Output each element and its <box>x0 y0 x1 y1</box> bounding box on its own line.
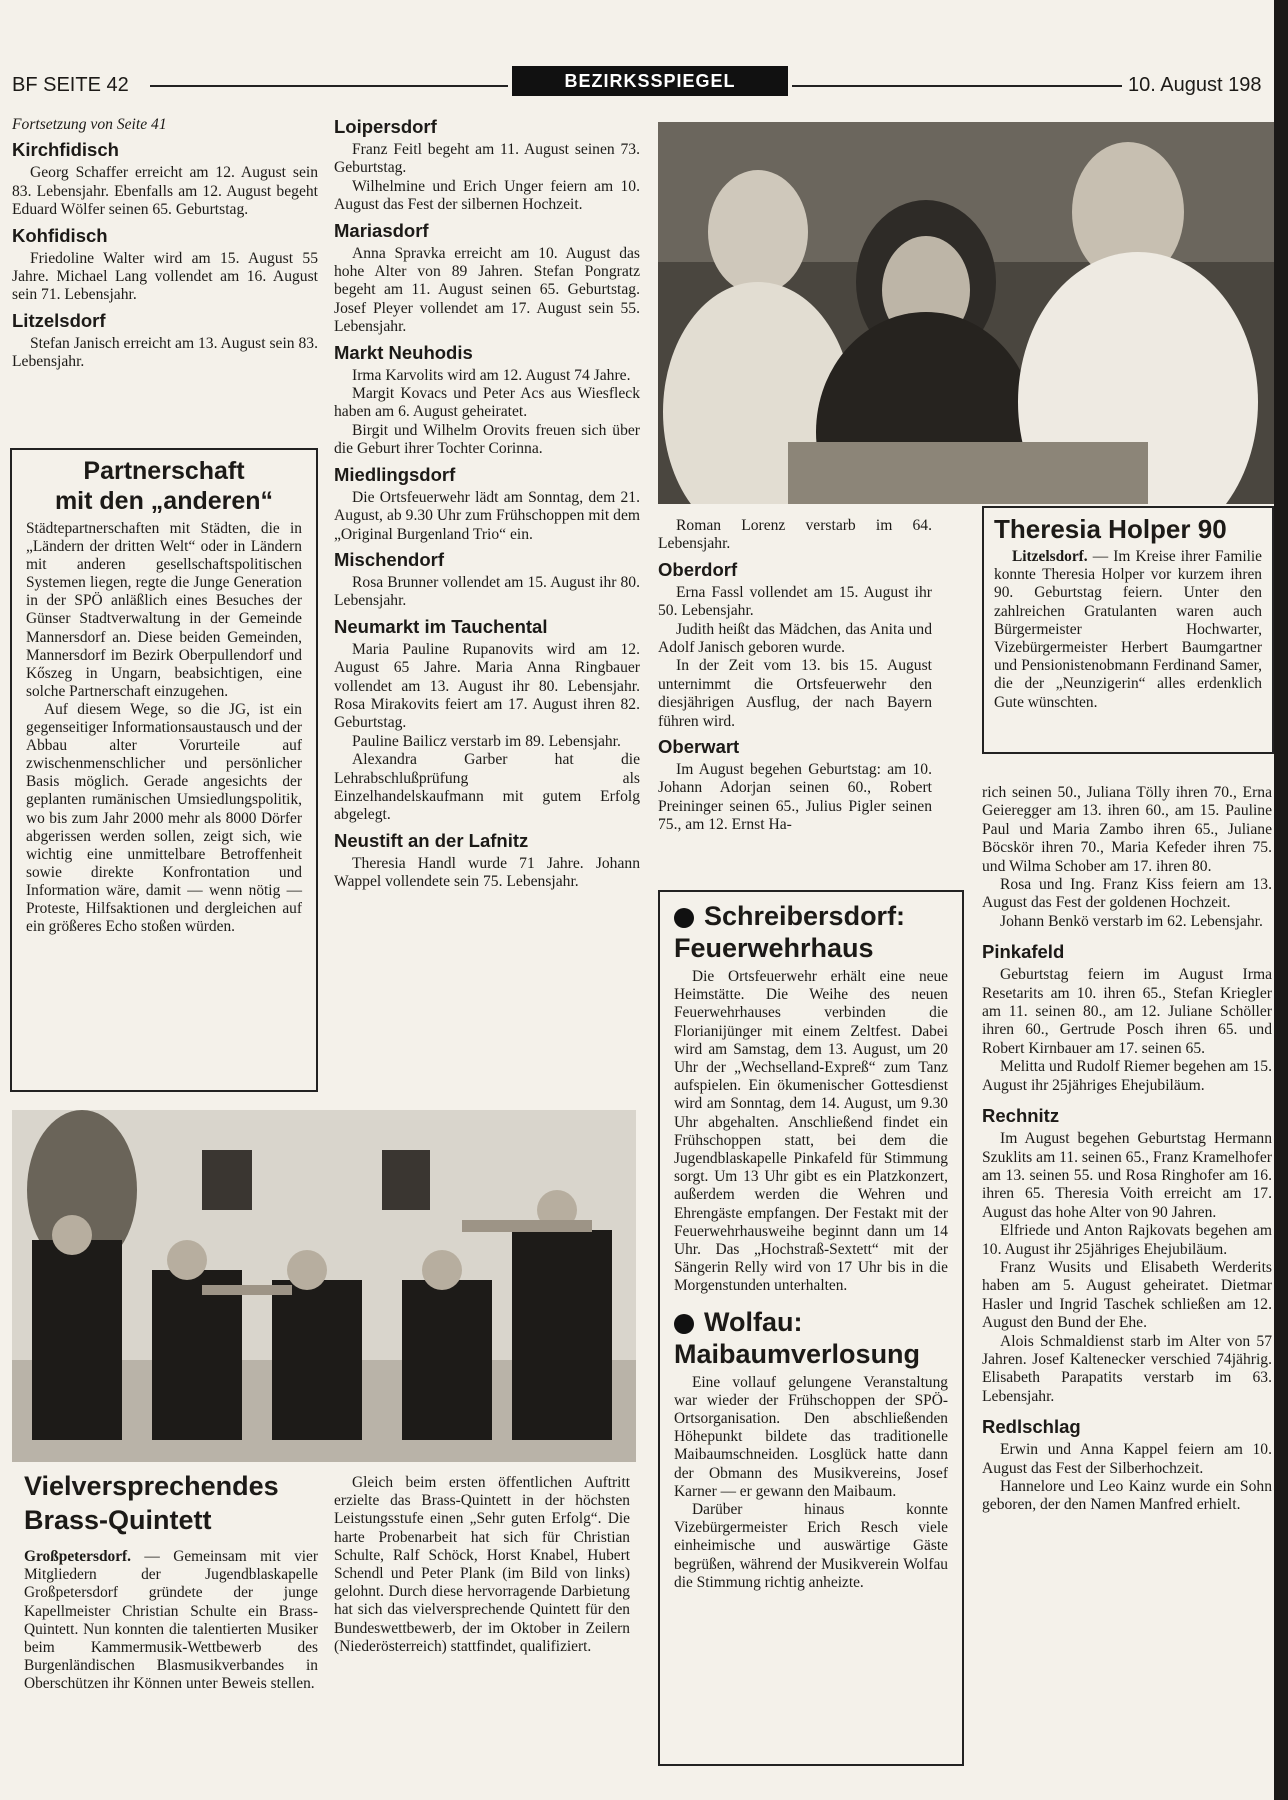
header-rule-left <box>150 85 508 87</box>
place-heading: Pinkafeld <box>982 941 1065 963</box>
place-heading: Markt Neuhodis <box>334 341 473 363</box>
brass-quintet-photo <box>12 1110 636 1462</box>
article-text: Friedoline Walter wird am 15. August 55 Jahre. Michael Lang vollendet am 16. August sein 71. Lebensjahr. <box>12 249 318 304</box>
article-text: rich seinen 50., Juliana Tölly ihren 70., Erna Geieregger am 13. ihren 60., am 15. Pauline Paul und Maria Zambo ihren 65., Juliane Böcskör ihren 70., Maria Kefeder ihren 75. und Wilma Schober am 17. ihren 80. <box>982 784 1272 875</box>
schreibersdorf-wolfau-box <box>658 890 964 1766</box>
box-title-line: Schreibersdorf: <box>704 901 906 931</box>
article-text: Birgit und Wilhelm Orovits freuen sich über die Geburt ihrer Tochter Corinna. <box>334 421 640 458</box>
section-title: BEZIRKSSPIEGEL <box>512 66 788 96</box>
article-body: — Gemeinsam mit vier Mitgliedern der Jugendblaskapelle Großpetersdorf gründete der junge Kapellmeister Christian Schulte ein Brass-Quintett. Nun konnten die talentierten Musiker beim Kammermusik-Wettbewerb des Burgenländischen Blasmusikverbandes in Oberschützen ihr Können unter Beweis stellen. <box>24 1548 318 1693</box>
box-title: Feuerwehrhaus <box>674 933 874 963</box>
article-lead: Großpetersdorf. <box>24 1548 132 1565</box>
brass-text-2 <box>334 1474 630 1656</box>
article-text: Elfriede und Anton Rajkovats begehen am 10. August ihr 25jähriges Ehejubiläum. <box>982 1222 1272 1258</box>
article-text: Stefan Janisch erreicht am 13. August sein 83. Lebensjahr. <box>12 334 318 371</box>
article-text: Erna Fassl vollendet am 15. August ihr 50. Lebensjahr. <box>658 583 932 620</box>
place-heading: Miedlingsdorf <box>334 463 456 485</box>
place-heading: Kirchfidisch <box>12 139 119 161</box>
brass-photo-illustration <box>12 1110 636 1462</box>
article-text: Darüber hinaus konnte Vizebürgermeister Erich Resch viele einheimische und auswärtige Gäste begrüßen, während der Musikverein Wolfau die Stimmung richtig anheizte. <box>674 1501 948 1591</box>
place-heading: Redlschlag <box>982 1416 1081 1438</box>
article-text: Anna Spravka erreicht am 10. August das hohe Alter von 89 Jahren. Stefan Pongratz begeht am 11. August seinen 65. Geburtstag. Josef Pleyer vollendet am 17. August sein 55. Lebensjahr. <box>334 244 640 336</box>
article-text: Städtepartnerschaften mit Städten, die in „Ländern der dritten Welt“ oder in Ländern mit anderen gesellschaftspolitischen Systemen liegen, regte die Junge Generation in der SPÖ anläßlich eines Besuches der Günser Stadtverwaltung in der Gemeinde Mannersdorf an. Diese beiden Gemeinden, Mannersdorf im Bezirk Oberpullendorf und Kőszeg in Ungarn, beabsichtigen, eine solche Partnerschaft einzugehen. <box>26 520 302 700</box>
family-photo-illustration <box>658 122 1274 504</box>
place-heading: Oberdorf <box>658 558 738 580</box>
place-heading: Neustift an der Lafnitz <box>334 829 529 851</box>
article-text: Pauline Bailicz verstarb im 89. Lebensjahr. <box>352 732 621 750</box>
page-number: BF SEITE 42 <box>12 74 129 96</box>
article-text: Eine vollauf gelungene Veranstaltung war wieder der Frühschoppen der SPÖ-Ortsorganisation. Den abschließenden Höhepunkt bildete das traditionelle Maibaumschneiden. Losglück hatte dann der Obmann des Musikvereins, Josef Karner — er gewann den Maibaum. <box>674 1373 948 1500</box>
article-text: Melitta und Rudolf Riemer begehen am 15. August ihr 25jähriges Ehejubiläum. <box>982 1058 1272 1094</box>
article-text: Margit Kovacs und Peter Acs aus Wiesfleck haben am 6. August geheiratet. <box>334 385 640 421</box>
bullet-icon <box>674 1314 694 1334</box>
column-4 <box>982 784 1272 1515</box>
article-text: Geburtstag feiern im August Irma Resetarits am 10. ihren 65., Stefan Kriegler am 11. seinen 80., am 12. Juliane Schöller ihren 60., Gertrude Posch ihren 65. und Robert Kirnbauer am 17. seinen 65. <box>982 966 1272 1057</box>
column-2 <box>334 116 640 892</box>
article-text: Irma Karvolits wird am 12. August 74 Jahre. <box>352 366 631 384</box>
article-text: Alexandra Garber hat die Lehrabschlußprüfung als Einzelhandelskaufmann mit gutem Erfolg abgelegt. <box>334 751 640 824</box>
article-headline: Brass-Quintett <box>24 1505 212 1535</box>
article-text: Im August begehen Geburtstag: am 10. Johann Adorjan seinen 60., Robert Preininger seinen 65., Julius Pigler seinen 75., am 12. Ernst Ha- <box>658 761 932 834</box>
article-text: Alois Schmaldienst starb im Alter von 57 Jahren. Josef Kaltenecker verschied 74jährig. Elisabeth Parapatits verstarb im 63. Lebensjahr. <box>982 1332 1272 1405</box>
article-text: Theresia Handl wurde 71 Jahre. Johann Wappel vollendete sein 75. Lebensjahr. <box>334 854 640 891</box>
article-text: Im August begehen Geburtstag Hermann Szuklits am 11. seinen 65., Franz Kramelhofer am 13. seinen 55. und Rosa Ringhofer am 16. ihren 65. Theresia Voith erreicht am 17. August das hohe Alter von 90 Jahren. <box>982 1130 1272 1221</box>
holper-box <box>982 506 1274 754</box>
article-body: — Im Kreise ihrer Familie konnte Theresia Holper vor kurzem ihren 90. Geburtstag feiern. Unter den zahlreichen Gratulanten waren auch Bürgermeister Hochwarter, Vizebürgermeister Herbert Baumgartner und Pensionistenobmann Ferdinand Samer, die der „Neunzigerin“ alles erdenklich Gute wünschten. <box>994 548 1262 711</box>
article-text: Die Ortsfeuerwehr erhält eine neue Heimstätte. Die Weihe des neuen Feuerwehrhauses verbinden die Florianijünger mit einem Zeltfest. Dabei wird am Samstag, dem 13. August, um 20 Uhr der „Wechselland-Expreß“ zum Tanz aufspielen. Ein ökumenischer Gottesdienst wird am Sonntag, dem 14. August, um 9.30 Uhr abgehalten. Anschließend findet ein Frühschoppen statt, bei dem die Jugendblaskapelle Pinkafeld für Stimmung sorgt. Um 13 Uhr gibt es ein Platzkonzert, außerdem werden die Wehren und Ehrengäste empfangen. Der Festakt mit der Feuerwehrhausweihe beginnt dann um 14 Uhr. Das „Hochstraß-Sextett“ mit der Sängerin Relly wird von 17 Uhr bis in die Morgenstunden unterhalten. <box>674 968 948 1295</box>
article-text: In der Zeit vom 13. bis 15. August unternimmt die Ortsfeuerwehr den diesjährigen Ausflug, der nach Bayern führen wird. <box>658 657 932 730</box>
box-title: Maibaumverlosung <box>674 1338 921 1369</box>
place-heading: Oberwart <box>658 736 740 758</box>
place-heading: Litzelsdorf <box>12 309 106 331</box>
article-text: Die Ortsfeuerwehr lädt am Sonntag, dem 21. August, ab 9.30 Uhr zum Frühschoppen mit dem „Original Burgenland Trio“ ein. <box>334 488 640 543</box>
article-headline: Vielversprechendes <box>24 1471 279 1501</box>
box-title: Partnerschaft <box>83 457 245 485</box>
box-title <box>674 1306 948 1338</box>
article-text: Judith heißt das Mädchen, das Anita und Adolf Janisch geboren wurde. <box>658 620 932 657</box>
article-text: Franz Feitl begeht am 11. August seinen 73. Geburtstag. <box>334 141 640 177</box>
box-title: mit den „anderen“ <box>54 487 274 515</box>
article-text: Johann Benkö verstarb im 62. Lebensjahr. <box>1000 912 1263 930</box>
place-heading: Loipersdorf <box>334 116 437 137</box>
article-text: Erwin und Anna Kappel feiern am 10. August das Fest der Silberhochzeit. <box>982 1441 1272 1477</box>
place-heading: Rechnitz <box>982 1105 1060 1127</box>
article-text: Auf diesem Wege, so die JG, ist ein gegenseitiger Informationsaustausch und der Abbau alter Vorurteile auf zwischenmenschlicher und persönlicher Basis möglich. Gerade angesichts der geplanten rumänischen Umsiedlungspolitik, wo bis zum Jahr 2000 mehr als 8000 Dörfer abgerissen werden sollen, zeigt sich, wie wichtig eine unmittelbare Betroffenheit sowie direkte Konfrontation und Information wäre, damit — wenn nötig — Proteste, Hilfsaktionen und dergleichen auf ein größeres Echo stoßen würden. <box>26 700 302 936</box>
article-text: Roman Lorenz verstarb im 64. Lebensjahr. <box>658 517 932 553</box>
family-photo <box>658 122 1274 504</box>
column-3 <box>658 517 932 835</box>
partnerschaft-box <box>10 448 318 1092</box>
article-text <box>994 548 1262 712</box>
page-edge-shadow <box>1274 0 1288 1800</box>
bullet-icon <box>674 908 694 928</box>
place-heading: Mariasdorf <box>334 219 429 241</box>
article-text: Hannelore und Leo Kainz wurde ein Sohn geboren, der den Namen Manfred erhielt. <box>982 1478 1272 1514</box>
article-text: Rosa und Ing. Franz Kiss feiern am 13. August das Fest der goldenen Hochzeit. <box>982 876 1272 912</box>
box-title: Theresia Holper 90 <box>994 514 1227 544</box>
article-text: Wilhelmine und Erich Unger feiern am 10. August das Fest der silbernen Hochzeit. <box>334 177 640 214</box>
place-heading: Kohfidisch <box>12 224 108 246</box>
box-title <box>674 900 948 932</box>
article-text: Gleich beim ersten öffentlichen Auftritt erzielte das Brass-Quintett in der höchsten Leistungsstufe einen „Sehr guten Erfolg“. Die harte Probenarbeit hat sich für Christian Schulte, Ralf Schöck, Horst Knabel, Hubert Schendl und Peter Plank (im Bild von links) gelohnt. Durch diese hervorragende Darbietung hat sich das vielversprechende Quintett für den Bundeswettbewerb, der im Oktober in Zeilern (Niederösterreich) stattfindet, qualifiziert. <box>334 1474 630 1655</box>
issue-date: 10. August 198 <box>1128 74 1262 96</box>
article-text: Franz Wusits und Elisabeth Werderits haben am 5. August geheiratet. Dietmar Hasler und Ingrid Taschek schließen am 12. August den Bund der Ehe. <box>982 1258 1272 1332</box>
column-1 <box>12 116 318 372</box>
article-text: Georg Schaffer erreicht am 12. August sein 83. Lebensjahr. Ebenfalls am 12. August begeht Eduard Wölfer seinen 65. Geburtstag. <box>12 164 318 219</box>
continuation-note: Fortsetzung von Seite 41 <box>12 116 167 133</box>
article-text: Rosa Brunner vollendet am 15. August ihr 80. Lebensjahr. <box>334 573 640 610</box>
box-title-line: Wolfau: <box>704 1306 803 1337</box>
article-lead: Litzelsdorf. <box>1012 548 1088 565</box>
article-text <box>24 1548 318 1694</box>
header-rule-right <box>792 85 1122 87</box>
brass-text-1 <box>24 1548 318 1694</box>
place-heading: Neumarkt im Tauchental <box>334 615 548 637</box>
place-heading: Mischendorf <box>334 548 444 570</box>
article-text: Maria Pauline Rupanovits wird am 12. August 65 Jahre. Maria Anna Ringbauer vollendet am 13. August ihr 80. Lebensjahr. Rosa Mirakovits feiert am 17. August ihren 82. Geburtstag. <box>334 640 640 732</box>
